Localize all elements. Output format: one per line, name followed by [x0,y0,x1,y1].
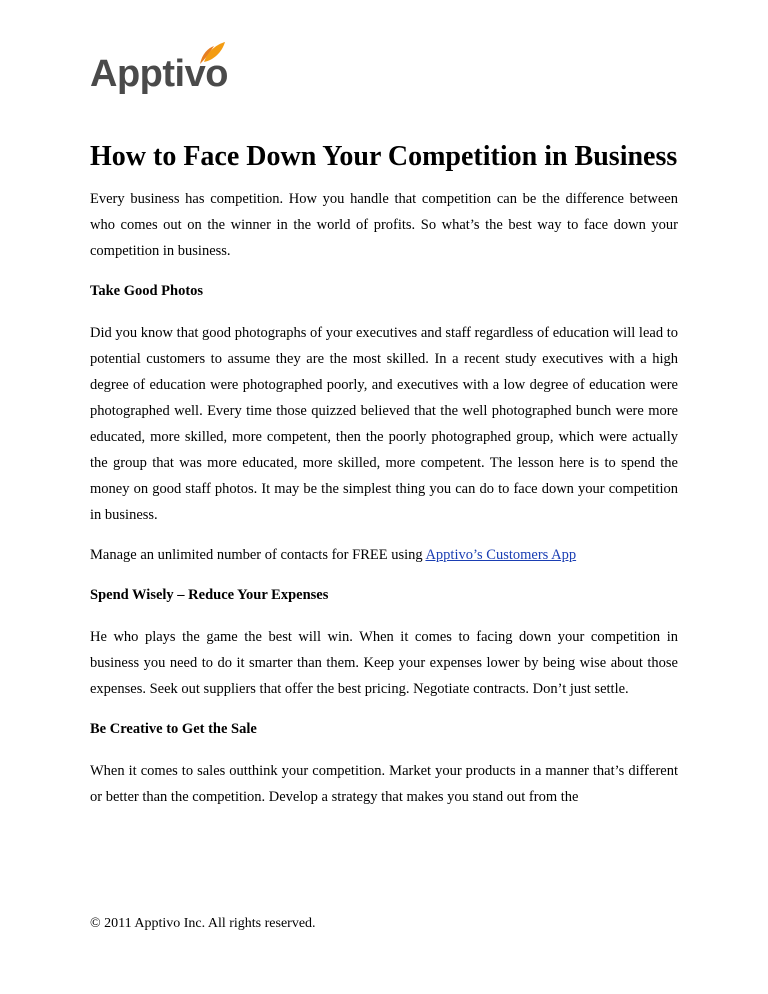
section-body-expenses: He who plays the game the best will win. When it comes to facing down your competition in business you need to do it smarter than them. Keep your expenses lower by being wise about those expenses. Seek out suppliers that offer the best pricing. Negotiate contracts. Don’t just settle. [90,629,678,697]
logo-text: Apptivo [90,53,228,95]
section-heading-creative: Be Creative to Get the Sale [90,721,257,737]
customers-app-link[interactable]: Apptivo’s Customers App [425,547,577,563]
apptivo-logo [90,40,250,100]
document-body [90,140,678,824]
section-body-photos: Did you know that good photographs of your executives and staff regardless of education will lead to potential customers to assume they are the most skilled. In a recent study executives with a high degree of education were photographed poorly, and executives with a low degree of education were photographed well. Every time those quizzed believed that the well photographed bunch were more educated, more skilled, more competent, then the poorly photographed group, which were actually the group that was more educated, more skilled, more competent. The lesson here is to spend the money on good staff photos. It may be the simplest thing you can do to face down your competition in business. [90,325,678,523]
promo-line [90,542,678,568]
section-heading-photos: Take Good Photos [90,283,204,299]
intro-paragraph: Every business has competition. How you handle that competition can be the difference between who comes out on the winner in the world of profits. So what’s the best way to face down your competition in business. [90,191,678,259]
promo-text: Manage an unlimited number of contacts for FREE using [90,547,426,563]
copyright-footer: © 2011 Apptivo Inc. All rights reserved. [90,916,316,931]
page-title: How to Face Down Your Competition in Business [90,141,678,172]
section-heading-expenses: Spend Wisely – Reduce Your Expenses [90,587,329,603]
section-body-creative: When it comes to sales outthink your competition. Market your products in a manner that’s different or better than the competition. Develop a strategy that makes you stand out from the [90,763,678,805]
